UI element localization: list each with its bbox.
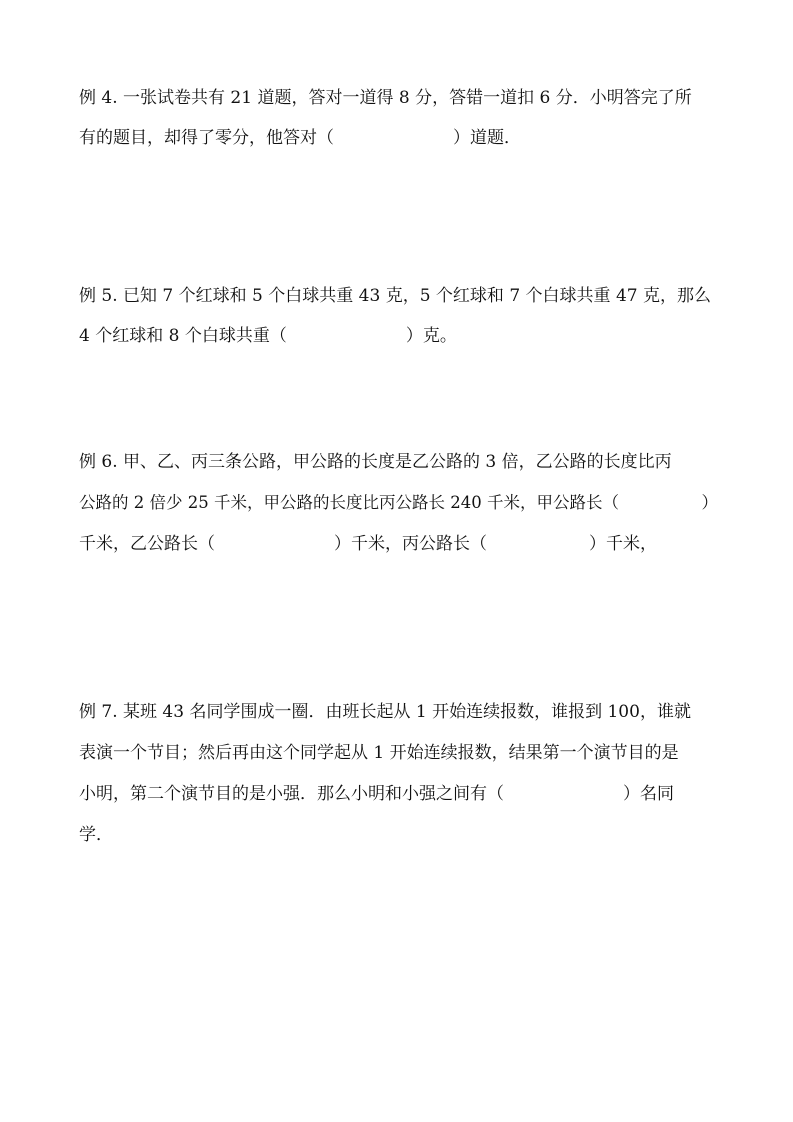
example-6-line-2: 公路的 2 倍少 25 千米，甲公路的长度比丙公路长 240 千米，甲公路长（ ） <box>79 493 718 512</box>
example-7-line-1: 例 7. 某班 43 名同学围成一圈．由班长起从 1 开始连续报数，谁报到 100，谁就 <box>79 702 691 722</box>
example-5-line-1: 例 5. 已知 7 个红球和 5 个白球共重 43 克，5 个红球和 7 个白球共重 47 克，那么 <box>79 286 711 306</box>
example-6-line-3: 千米，乙公路长（ ）千米，丙公路长（ ）千米， <box>79 534 657 554</box>
example-7-line-2: 表演一个节目；然后再由这个同学起从 1 开始连续报数，结果第一个演节目的是 <box>79 743 679 763</box>
example-5-line-2: 4 个红球和 8 个白球共重（ ）克。 <box>79 326 457 346</box>
example-4-line-2: 有的题目，却得了零分，他答对（ ）道题． <box>79 128 521 148</box>
example-4-line-1: 例 4. 一张试卷共有 21 道题，答对一道得 8 分，答错一道扣 6 分．小明答完了所 <box>79 88 692 108</box>
example-7-line-3: 小明，第二个演节目的是小强．那么小明和小强之间有（ ）名同 <box>79 784 674 804</box>
example-6-line-1: 例 6. 甲、乙、丙三条公路，甲公路的长度是乙公路的 3 倍，乙公路的长度比丙 <box>79 452 672 472</box>
example-7-line-4: 学． <box>79 825 113 845</box>
